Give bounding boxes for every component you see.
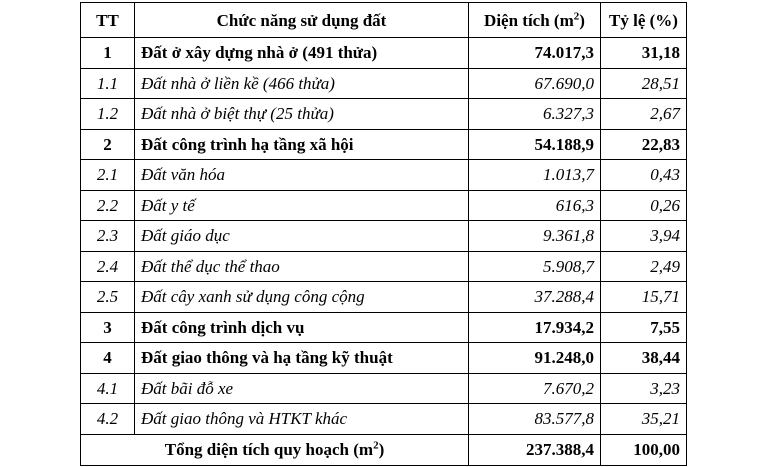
row-area: 91.248,0 xyxy=(469,343,601,374)
row-area: 74.017,3 xyxy=(469,38,601,69)
total-label: Tổng diện tích quy hoạch $(m^2)$ xyxy=(81,434,469,465)
table-row xyxy=(81,343,687,374)
row-name: Đất bãi đỗ xe xyxy=(135,373,469,404)
total-row xyxy=(81,434,687,465)
row-name: Đất giao thông và hạ tầng kỹ thuật xyxy=(135,343,469,374)
row-name: Đất giáo dục xyxy=(135,221,469,252)
table-row xyxy=(81,312,687,343)
row-name: Đất cây xanh sử dụng công cộng xyxy=(135,282,469,313)
row-tt: 2.2 xyxy=(81,190,135,221)
row-area: 9.361,8 xyxy=(469,221,601,252)
total-ratio: 100,00 xyxy=(601,434,687,465)
row-ratio: 0,26 xyxy=(601,190,687,221)
row-tt: 4.2 xyxy=(81,404,135,435)
row-ratio: 7,55 xyxy=(601,312,687,343)
row-area: 1.013,7 xyxy=(469,160,601,191)
table-row xyxy=(81,221,687,252)
row-tt: 1.1 xyxy=(81,68,135,99)
row-tt: 1 xyxy=(81,38,135,69)
row-ratio: 3,94 xyxy=(601,221,687,252)
row-ratio: 3,23 xyxy=(601,373,687,404)
table-row xyxy=(81,404,687,435)
row-area: 37.288,4 xyxy=(469,282,601,313)
row-tt: 4 xyxy=(81,343,135,374)
row-name: Đất văn hóa xyxy=(135,160,469,191)
row-name: Đất công trình hạ tầng xã hội xyxy=(135,129,469,160)
row-name: Đất nhà ở liền kề (466 thửa) xyxy=(135,68,469,99)
row-ratio: 15,71 xyxy=(601,282,687,313)
row-tt: 2 xyxy=(81,129,135,160)
row-tt: 1.2 xyxy=(81,99,135,130)
table-row xyxy=(81,190,687,221)
row-ratio: 22,83 xyxy=(601,129,687,160)
row-area: 17.934,2 xyxy=(469,312,601,343)
table-header-row xyxy=(81,3,687,38)
row-ratio: 0,43 xyxy=(601,160,687,191)
row-ratio: 2,67 xyxy=(601,99,687,130)
header-ratio: Tỷ lệ (%) xyxy=(601,3,687,38)
row-ratio: 28,51 xyxy=(601,68,687,99)
land-use-table xyxy=(80,2,687,466)
row-area: 83.577,8 xyxy=(469,404,601,435)
table-row xyxy=(81,160,687,191)
row-name: Đất giao thông và HTKT khác xyxy=(135,404,469,435)
row-ratio: 31,18 xyxy=(601,38,687,69)
header-tt: TT xyxy=(81,3,135,38)
table-row xyxy=(81,282,687,313)
total-label-sup: 2 xyxy=(373,439,379,452)
row-area: 616,3 xyxy=(469,190,601,221)
table-row xyxy=(81,99,687,130)
row-name: Đất ở xây dựng nhà ở (491 thửa) xyxy=(135,38,469,69)
header-area-sup: 2 xyxy=(573,9,580,22)
row-tt: 2.1 xyxy=(81,160,135,191)
table-row xyxy=(81,251,687,282)
row-ratio: 35,21 xyxy=(601,404,687,435)
table-row xyxy=(81,129,687,160)
row-area: 54.188,9 xyxy=(469,129,601,160)
row-area: 5.908,7 xyxy=(469,251,601,282)
row-ratio: 2,49 xyxy=(601,251,687,282)
total-area: 237.388,4 xyxy=(469,434,601,465)
row-tt: 2.4 xyxy=(81,251,135,282)
row-tt: 4.1 xyxy=(81,373,135,404)
row-area: 7.670,2 xyxy=(469,373,601,404)
row-area: 67.690,0 xyxy=(469,68,601,99)
row-name: Đất công trình dịch vụ xyxy=(135,312,469,343)
row-name: Đất nhà ở biệt thự (25 thửa) xyxy=(135,99,469,130)
row-ratio: 38,44 xyxy=(601,343,687,374)
row-tt: 3 xyxy=(81,312,135,343)
row-name: Đất thể dục thể thao xyxy=(135,251,469,282)
header-function: Chức năng sử dụng đất xyxy=(135,3,469,38)
row-name: Đất y tế xyxy=(135,190,469,221)
row-area: 6.327,3 xyxy=(469,99,601,130)
row-tt: 2.5 xyxy=(81,282,135,313)
row-tt: 2.3 xyxy=(81,221,135,252)
table-row xyxy=(81,38,687,69)
header-area: Diện tích $(m^2)$ xyxy=(469,3,601,38)
table-row xyxy=(81,68,687,99)
table-row xyxy=(81,373,687,404)
